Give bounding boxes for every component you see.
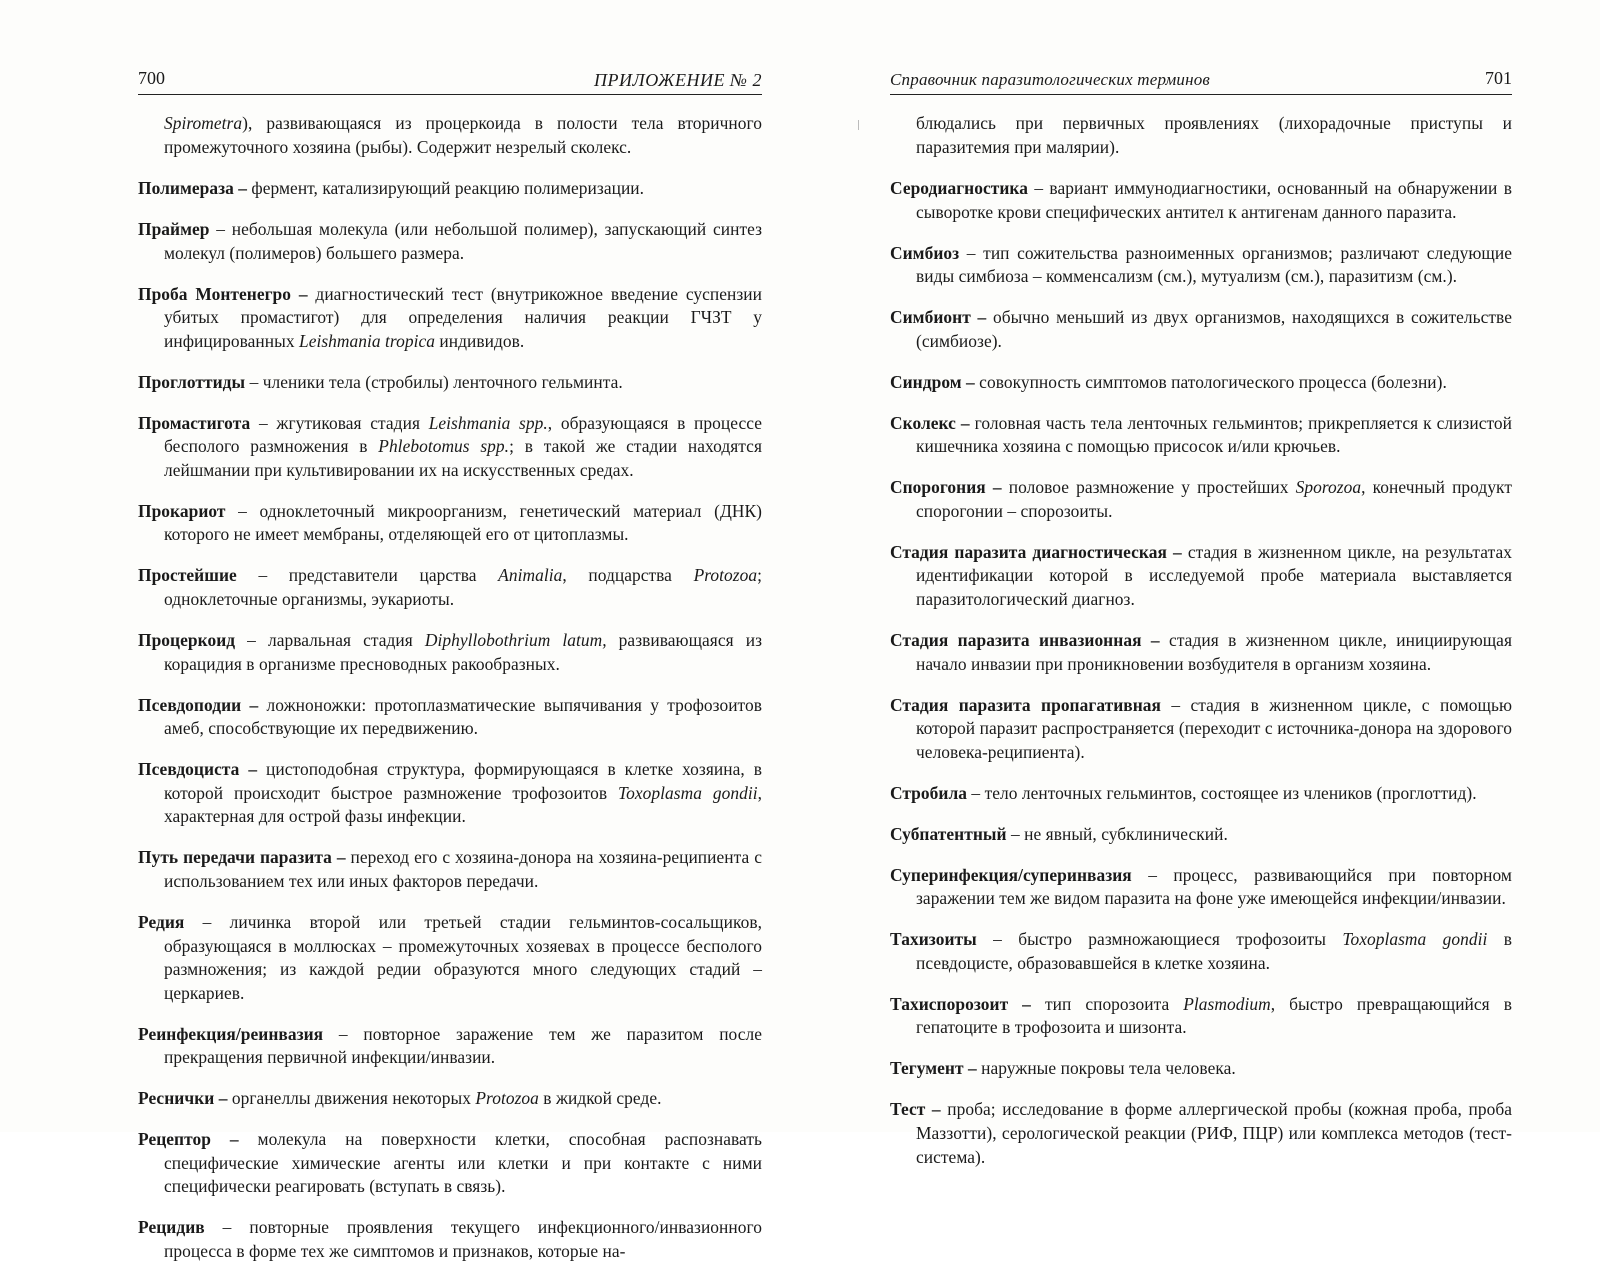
latin-name: Phlebotomus spp. xyxy=(378,436,510,457)
left-page-body xyxy=(138,112,762,1263)
glossary-term: Симбионт – xyxy=(890,307,987,328)
glossary-term: Полимераза – xyxy=(138,177,248,198)
definition-text: ; одноклеточные организмы, эукариоты. xyxy=(164,565,762,610)
definition-text: головная часть тела ленточных гельминтов; прикрепляется к слизистой кишечника хозяина с помощью присосок и/или крючьев. xyxy=(916,412,1512,457)
right-page-number: 701 xyxy=(1485,68,1512,88)
definition-text: половое размножение у простейших xyxy=(1001,477,1296,498)
glossary-term: Простейшие xyxy=(138,565,237,586)
definition-text: – стадия в жизненном цикле, с помощью которой паразит распространяется (переходит с источника-донора на здорового человека-реципиента). xyxy=(916,694,1512,762)
glossary-term: Тахиспорозоит – xyxy=(890,993,1031,1014)
latin-name: Protozoa xyxy=(693,565,758,586)
glossary-entry xyxy=(890,476,1512,523)
latin-name: Spirometra xyxy=(164,113,243,134)
right-running-head xyxy=(890,66,1512,95)
glossary-entry xyxy=(890,629,1512,676)
definition-text: переход его с хозяина-донора на хозяина-реципиента с использованием тех или иных факторов передачи. xyxy=(164,847,762,891)
definition-text: – тело ленточных гельминтов, состоящее из члеников (проглоттид). xyxy=(967,782,1477,803)
glossary-entry xyxy=(138,564,762,611)
glossary-term: Промастигота xyxy=(138,412,251,433)
glossary-entry xyxy=(890,823,1512,847)
definition-text: молекула на поверхности клетки, способная распознавать специфические химические агенты или клетки и при контакте с ними специфически реагировать (вступать в связь). xyxy=(164,1129,762,1197)
glossary-entry xyxy=(890,412,1512,459)
definition-text: – тип сожительства разноименных организмов; различают следующие виды симбиоза – комменсализм (см.), мутуализм (см.), паразитизм (см.). xyxy=(916,242,1512,287)
glossary-term: Рецидив xyxy=(138,1217,205,1238)
definition-text: , конечный продукт спорогонии – спорозоиты. xyxy=(916,477,1512,521)
glossary-entry xyxy=(890,928,1512,975)
latin-name: Sporozoa xyxy=(1295,477,1362,498)
glossary-entry xyxy=(890,242,1512,289)
glossary-term: Стробила xyxy=(890,782,968,803)
definition-text: совокупность симптомов патологического процесса (болезни). xyxy=(974,371,1447,392)
definition-text: проба; исследование в форме аллергической пробы (кожная проба, проба Маззотти), серологической реакции (РИФ, ПЦР) или комплекса методов (тест-система). xyxy=(916,1099,1512,1167)
definition-text: развивающаяся из корацидия в организме пресноводных ракообразных. xyxy=(164,630,762,674)
glossary-term: Псевдоподии – xyxy=(138,694,259,715)
glossary-entry xyxy=(138,218,762,265)
glossary-term: Тест – xyxy=(890,1099,941,1120)
right-page-body xyxy=(890,112,1512,1169)
glossary-term: Рецептор – xyxy=(138,1129,239,1150)
glossary-entry xyxy=(890,371,1512,395)
definition-text: – членики тела (стробилы) ленточного гельминта. xyxy=(245,371,623,392)
latin-name: Diphyllobothrium latum, xyxy=(424,630,607,651)
glossary-entry-continuation xyxy=(890,112,1512,159)
gutter-mark xyxy=(858,120,859,130)
left-page xyxy=(138,66,762,1268)
glossary-term: Тахизоиты xyxy=(890,929,977,950)
glossary-entry xyxy=(890,1057,1512,1081)
glossary-term: Сколекс – xyxy=(890,412,970,433)
definition-text: индивидов. xyxy=(434,330,525,351)
latin-name: Animalia xyxy=(498,565,563,586)
glossary-entry xyxy=(138,371,762,395)
glossary-entry xyxy=(138,1087,762,1111)
latin-name: Leishmania spp. xyxy=(428,412,548,433)
definition-text: стадия в жизненном цикле, инициирующая начало инвазии при проникновении возбудителя в организм хозяина. xyxy=(916,630,1512,674)
glossary-entry xyxy=(890,177,1512,224)
left-running-head xyxy=(138,66,762,95)
definition-text: блюдались при первичных проявлениях (лихорадочные приступы и паразитемия при малярии). xyxy=(916,113,1512,157)
latin-name: Plasmodium xyxy=(1183,993,1271,1014)
glossary-term: Прокариот xyxy=(138,500,226,521)
definition-text: стадия в жизненном цикле, на результатах идентификации которой в исследуемой пробе материала выставляется паразитологический диагноз. xyxy=(916,541,1512,610)
definition-text: – личинка второй или третьей стадии гельминтов-сосальщиков, образующаяся в моллюсках – промежуточных хозяевах в процессе бесполого размножения; из каждой редии образуются много следующих стадий – церкариев. xyxy=(164,911,762,1003)
glossary-entry xyxy=(890,306,1512,353)
definition-text: – быстро размножающиеся трофозоиты xyxy=(976,929,1343,950)
glossary-term: Путь передачи паразита – xyxy=(138,847,346,868)
definition-text: ложноножки: протоплазматические выпячивания у трофозоитов амеб, способствующие их передвижению. xyxy=(164,694,762,739)
left-running-title: ПРИЛОЖЕНИЕ № 2 xyxy=(594,70,762,90)
glossary-entry xyxy=(138,1216,762,1263)
definition-text: органеллы движения некоторых xyxy=(227,1088,476,1109)
definition-text: – ларвальная стадия xyxy=(235,630,425,651)
glossary-term: Проба Монтенегро – xyxy=(138,283,308,304)
glossary-term: Реинфекция/реинвазия xyxy=(138,1023,324,1044)
definition-text: , подцарства xyxy=(562,565,694,586)
glossary-term: Симбиоз xyxy=(890,242,960,263)
definition-text: – не явный, субклинический. xyxy=(1006,823,1228,844)
latin-name: Toxoplasma gondii xyxy=(618,782,758,803)
glossary-entry xyxy=(890,864,1512,911)
definition-text: диагностический тест (внутрикожное введение суспензии убитых промастигот) для определения наличия реакции ГЧЗТ у инфицированных xyxy=(164,283,762,351)
definition-text: – повторное заражение тем же паразитом после прекращения первичной инфекции/инвазии. xyxy=(164,1023,762,1068)
glossary-entry xyxy=(890,541,1512,612)
glossary-term: Суперинфекция/суперинвазия xyxy=(890,864,1132,885)
latin-name: Leishmania tropica xyxy=(298,330,435,351)
glossary-entry xyxy=(138,1023,762,1070)
glossary-term: Псевдоциста – xyxy=(138,759,258,780)
latin-name: Protozoa xyxy=(475,1088,539,1109)
glossary-entry xyxy=(138,412,762,483)
definition-text: – небольшая молекула (или небольшой полимер), запускающий синтез молекул (полимеров) большего размера. xyxy=(164,218,762,263)
definition-text: цистоподобная структура, формирующаяся в клетке хозяина, в которой происходит быстрое размножение трофозоитов xyxy=(164,759,762,803)
glossary-entry xyxy=(890,1098,1512,1169)
glossary-entry xyxy=(890,782,1512,806)
definition-text: в жидкой среде. xyxy=(538,1088,662,1109)
glossary-entry xyxy=(138,911,762,1005)
glossary-term: Реснички – xyxy=(138,1088,228,1109)
glossary-entry xyxy=(138,283,762,354)
glossary-entry xyxy=(138,694,762,741)
glossary-term: Стадия паразита инвазионная – xyxy=(890,630,1160,651)
definition-text: ; в такой же стадии находятся лейшмании при культивировании их на искусственных средах. xyxy=(164,436,762,480)
latin-name: Toxoplasma gondii xyxy=(1342,929,1488,950)
glossary-term: Проглоттиды xyxy=(138,371,246,392)
right-page xyxy=(890,66,1512,1173)
glossary-term: Тегумент – xyxy=(890,1058,977,1079)
definition-text: фермент, катализирующий реакцию полимеризации. xyxy=(247,177,645,198)
definition-text: , образующаяся в процессе бесполого размножения в xyxy=(164,412,762,457)
glossary-entry xyxy=(890,694,1512,765)
glossary-term: Субпатентный xyxy=(890,823,1007,844)
glossary-entry-continuation xyxy=(138,112,762,159)
definition-text: – процесс, развивающийся при повторном заражении тем же видом паразита на фоне уже имеющейся инфекции/инвазии. xyxy=(916,864,1512,909)
glossary-entry xyxy=(138,500,762,547)
left-page-number: 700 xyxy=(138,68,165,88)
glossary-term: Спорогония – xyxy=(890,477,1002,498)
definition-text: – вариант иммунодиагностики, основанный на обнаружении в сыворотке крови специфических антител к антигенам данного паразита. xyxy=(916,177,1512,222)
definition-text: – представители царства xyxy=(236,565,499,586)
glossary-entry xyxy=(138,629,762,676)
glossary-term: Праймер xyxy=(138,218,210,239)
glossary-entry xyxy=(138,846,762,893)
definition-text: тип спорозоита xyxy=(1030,993,1184,1014)
definition-text: – повторные проявления текущего инфекционного/инвазионного процесса в форме тех же симптомов и признаков, которые на- xyxy=(164,1217,762,1262)
definition-text: ), развивающаяся из процеркоида в полости тела вторичного промежуточного хозяина (рыбы). Содержит незрелый сколекс. xyxy=(164,113,762,157)
definition-text: , характерная для острой фазы инфекции. xyxy=(164,782,762,827)
glossary-term: Стадия паразита диагностическая – xyxy=(890,541,1182,562)
definition-text: – жгутиковая стадия xyxy=(250,412,429,433)
definition-text: , быстро превращающийся в гепатоците в трофозоита и шизонта. xyxy=(916,993,1512,1038)
glossary-term: Серодиагностика xyxy=(890,177,1028,198)
glossary-term: Синдром – xyxy=(890,371,975,392)
definition-text: наружные покровы тела человека. xyxy=(976,1058,1236,1079)
definition-text: в псевдоцисте, образовавшейся в клетке хозяина. xyxy=(916,929,1512,973)
glossary-term: Стадия паразита пропагативная xyxy=(890,694,1161,715)
glossary-entry xyxy=(138,1128,762,1199)
glossary-entry xyxy=(138,177,762,201)
glossary-term: Редия xyxy=(138,911,185,932)
glossary-entry xyxy=(890,993,1512,1040)
right-running-title: Справочник паразитологических терминов xyxy=(890,70,1210,89)
glossary-entry xyxy=(138,758,762,829)
glossary-term: Процеркоид xyxy=(138,630,236,651)
definition-text: обычно меньший из двух организмов, находящихся в сожительстве (симбиозе). xyxy=(916,307,1512,351)
definition-text: – одноклеточный микроорганизм, генетический материал (ДНК) которого не имеет мембраны, отделяющей его от цитоплазмы. xyxy=(164,500,762,545)
